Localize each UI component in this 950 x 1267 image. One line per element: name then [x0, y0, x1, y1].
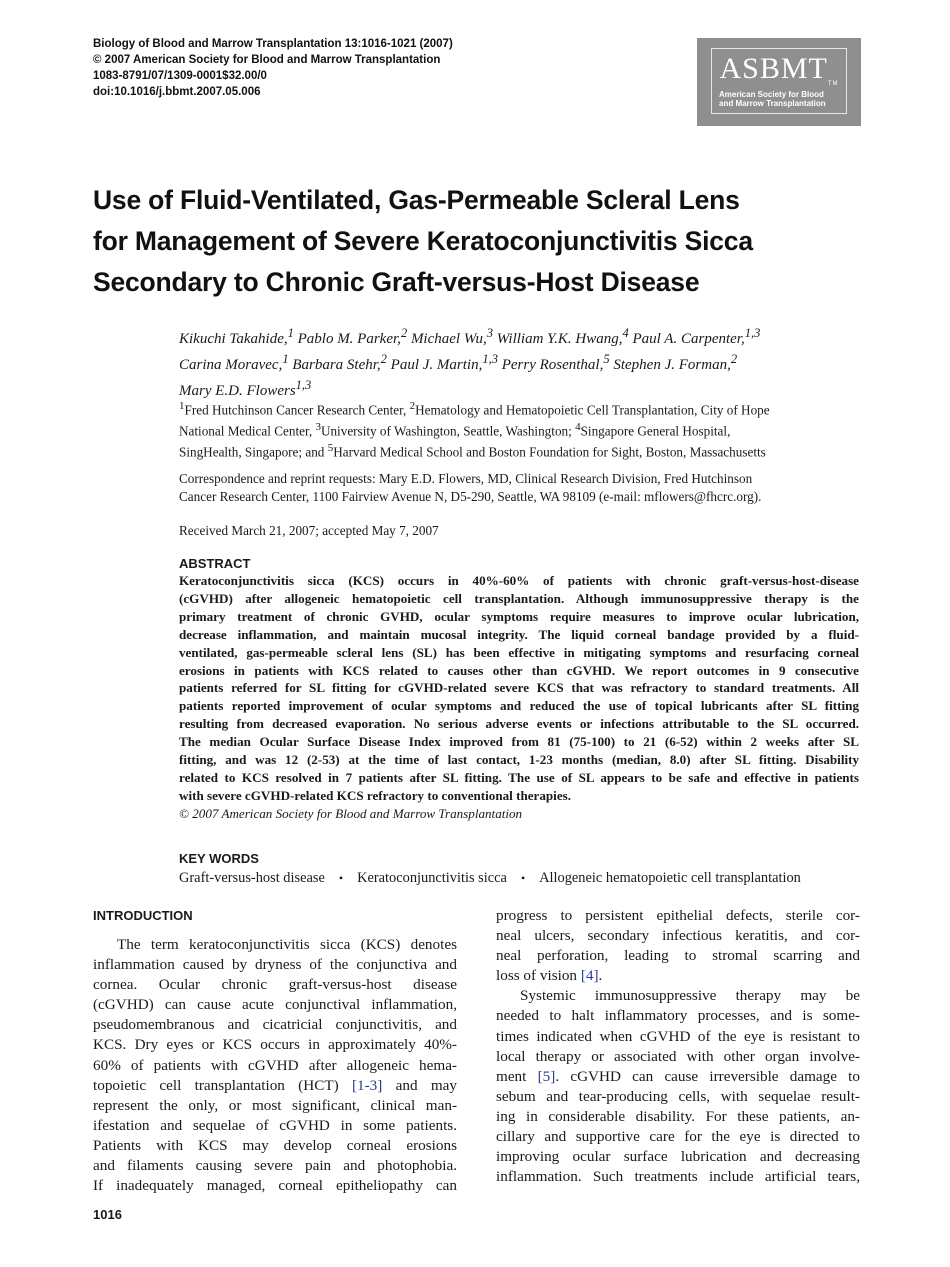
- introduction-left-column: [93, 935, 457, 1196]
- logo-frame: [711, 48, 847, 114]
- abstract-line: decrease inflammation, and maintain mucosal integrity. The liquid corneal bandage provided by a fluid-: [179, 626, 859, 642]
- author-list: [179, 323, 879, 401]
- logo-subtitle: [719, 90, 843, 108]
- introduction-right-column: [496, 906, 860, 1187]
- author-affil-sup: 1: [282, 352, 289, 366]
- keyword-item: Allogeneic hematopoietic cell transplantation: [539, 870, 801, 886]
- keyword-item: Keratoconjunctivitis sicca: [357, 870, 507, 886]
- body-line: If inadequately managed, corneal epitheliopathy can: [93, 1177, 457, 1195]
- author-name: Paul A. Carpenter,: [628, 331, 745, 347]
- author-affil-sup: 5: [603, 352, 610, 366]
- title-line-2: for Management of Severe Keratoconjunctivitis Sicca: [93, 226, 753, 256]
- title-line-1: Use of Fluid-Ventilated, Gas-Permeable Scleral Lens: [93, 185, 740, 215]
- journal-citation: Biology of Blood and Marrow Transplantation 13:1016-1021 (2007): [93, 38, 453, 50]
- correspondence-line-1: Correspondence and reprint requests: Mary E.D. Flowers, MD, Clinical Research Division, Fred Hutchinson: [179, 471, 753, 486]
- abstract-line: resulting from decreased evaporation. No serious adverse events or infections attributable to the SL occurred.: [179, 716, 859, 732]
- bullet-icon: •: [520, 871, 526, 885]
- abstract-line: patients referred for SL fitting for cGVHD-related severe KCS that was refractory to standard treatments. All: [179, 680, 859, 696]
- affiliation-line-2: [179, 419, 879, 440]
- correspondence-line-2: Cancer Research Center, 1100 Fairview Avenue N, D5-290, Seattle, WA 98109 (e-mail: mflowers@fhcrc.org).: [179, 488, 762, 504]
- body-line: progress to persistent epithelial defects, sterile cor-: [496, 907, 860, 924]
- author-name: Kikuchi Takahide,: [179, 331, 288, 347]
- affil-text: Singapore General Hospital,: [580, 423, 731, 439]
- abstract-line: with severe cGVHD-related KCS refractory to conventional therapies.: [179, 787, 572, 803]
- body-line: improving ocular surface lubrication and decreasing: [496, 1148, 860, 1166]
- author-name: Paul J. Martin,: [386, 357, 483, 373]
- body-line: times indicated when cGVHD of the eye is resistant to: [496, 1027, 860, 1045]
- affil-sup: 5: [327, 441, 334, 454]
- body-line: local therapy or associated with other organ involve-: [496, 1047, 860, 1065]
- asbmt-logo: [697, 38, 861, 126]
- body-line: inflammation caused by dryness of the conjunctiva and: [93, 956, 457, 974]
- title-line-3: Secondary to Chronic Graft-versus-Host Disease: [93, 267, 700, 297]
- body-line: represent the only, or most significant, clinical man-: [93, 1096, 457, 1114]
- author-affil-sup: 1,3: [482, 352, 498, 366]
- bullet-icon: •: [338, 871, 344, 885]
- body-line: loss of vision [4].: [496, 967, 603, 985]
- correspondence: [179, 470, 879, 505]
- body-line: KCS. Dry eyes or KCS occurs in approximately 40%-: [93, 1036, 457, 1054]
- body-line: ing in considerable disability. For these patients, an-: [496, 1107, 860, 1125]
- author-line-1: [179, 323, 879, 349]
- logo-acronym: $ASBMT_{TM}$: [719, 52, 839, 87]
- body-line: Patients with KCS may develop corneal erosions: [93, 1136, 457, 1154]
- abstract-line: (cGVHD) after allogeneic hematopoietic cell transplantation. Although immunosuppressive therapy is the: [179, 590, 859, 606]
- author-affil-sup: 2: [380, 352, 387, 366]
- abstract-line: related to KCS resolved in 7 patients after SL fitting. The use of SL appears to be safe and effective in patients: [179, 769, 859, 785]
- body-line: inflammation. Such treatments include artificial tears,: [496, 1168, 860, 1186]
- body-line: (cGVHD) can cause acute conjunctival inflammation,: [93, 996, 457, 1014]
- author-line-2: [179, 349, 879, 375]
- affil-sup: 1: [179, 400, 185, 412]
- logo-tm: TM: [827, 81, 839, 87]
- affil-sup: 2: [409, 400, 416, 412]
- author-affil-sup: 2: [400, 326, 408, 340]
- body-line: cillary and supportive care for the eye is directed to: [496, 1128, 860, 1146]
- keyword-item: Graft-versus-host disease: [179, 870, 325, 886]
- affiliations: [179, 398, 879, 461]
- body-line: ifestation and sequelae of cGVHD in some patients.: [93, 1116, 457, 1134]
- received-dates: Received March 21, 2007; accepted May 7, 2007: [179, 523, 439, 538]
- abstract-line: erosions in patients with KCS related to causes other than cGVHD. We report outcomes in 9 consecutive: [179, 662, 859, 678]
- page-number: 1016: [93, 1207, 122, 1222]
- author-name: Stephen J. Forman,: [609, 357, 731, 373]
- reference-link[interactable]: [5]: [537, 1067, 556, 1085]
- keywords-list: [179, 868, 801, 888]
- body-line: sebum and tear-producing cells, with sequelae result-: [496, 1087, 860, 1105]
- author-name: Perry Rosenthal,: [497, 357, 604, 373]
- body-line: neal perforation, leading to stromal scarring and: [496, 947, 860, 965]
- affil-text: Harvard Medical School and Boston Foundation for Sight, Boston, Massachusetts: [333, 444, 766, 460]
- logo-subtitle-line-2: and Marrow Transplantation: [719, 99, 826, 108]
- affil-text: Fred Hutchinson Cancer Research Center,: [184, 402, 410, 418]
- abstract-line: ventilated, gas-permeable scleral lens (SL) has been effective in mitigating symptoms and resurfacing corneal: [179, 644, 859, 660]
- affil-sup: 3: [315, 420, 321, 433]
- body-line: and filaments causing severe pain and photophobia.: [93, 1157, 457, 1175]
- abstract-line: Keratoconjunctivitis sicca (KCS) occurs in 40%-60% of patients with chronic graft-versus-host-disease: [179, 573, 859, 588]
- affiliation-line-1: [179, 398, 879, 419]
- abstract-line: primary treatment of chronic GVHD, ocular symptoms require measures to improve ocular lubrication,: [179, 608, 859, 624]
- abstract-copyright: © 2007 American Society for Blood and Marrow Transplantation: [179, 805, 523, 821]
- author-name: Pablo M. Parker,: [293, 331, 401, 347]
- body-line: The term keratoconjunctivitis sicca (KCS) denotes: [117, 936, 457, 953]
- author-name: Carina Moravec,: [179, 357, 283, 373]
- author-affil-sup: 1: [287, 326, 294, 340]
- reference-link[interactable]: [4]: [580, 967, 599, 985]
- introduction-heading: INTRODUCTION: [93, 908, 193, 923]
- abstract-line: fitting, and was 12 (2-53) at the time of last contact, 1-23 months (median, 8.0) after SL fitting. Disability: [179, 752, 859, 768]
- logo-subtitle-line-1: American Society for Blood: [719, 90, 824, 99]
- article-title: [93, 180, 883, 303]
- body-line: Systemic immunosuppressive therapy may be: [520, 987, 860, 1005]
- author-name: Barbara Stehr,: [288, 357, 381, 373]
- journal-issn: 1083-8791/07/1309-0001$32.00/0: [93, 70, 267, 82]
- body-line: 60% of patients with cGVHD after allogeneic hema-: [93, 1056, 457, 1074]
- affil-text: Hematology and Hematopoietic Cell Transplantation, City of Hope: [415, 402, 770, 418]
- body-line: neal ulcers, secondary infectious keratitis, and cor-: [496, 927, 860, 945]
- abstract-heading: ABSTRACT: [179, 556, 251, 571]
- body-line: needed to halt inflammatory processes, and is some-: [496, 1007, 860, 1025]
- reference-link[interactable]: [1-3]: [351, 1076, 383, 1094]
- journal-copyright: © 2007 American Society for Blood and Marrow Transplantation: [93, 54, 441, 66]
- author-affil-sup: 3: [486, 326, 494, 340]
- author-affil-sup: 1,3: [295, 378, 312, 392]
- abstract-line: The median Ocular Surface Disease Index improved from 81 (75-100) to 21 (6-52) within 2 weeks after SL: [179, 734, 859, 750]
- journal-doi: doi:10.1016/j.bbmt.2007.05.006: [93, 86, 261, 98]
- journal-header: [93, 36, 653, 100]
- body-line: cornea. Ocular chronic graft-versus-host disease: [93, 976, 457, 994]
- affil-sup: 4: [575, 420, 581, 433]
- author-name: Mary E.D. Flowers: [179, 383, 296, 399]
- affil-text: National Medical Center,: [179, 423, 316, 439]
- affiliation-line-3: [179, 440, 879, 461]
- author-affil-sup: 2: [730, 352, 738, 366]
- author-name: Michael Wu,: [407, 331, 487, 347]
- abstract-line: patients reported improvement of ocular symptoms and reduced the use of topical lubricants after SL fitting: [179, 698, 859, 714]
- author-affil-sup: 1,3: [744, 326, 761, 340]
- author-name: William Y.K. Hwang,: [493, 331, 623, 347]
- author-affil-sup: 4: [622, 326, 629, 340]
- body-line: topoietic cell transplantation (HCT) [1-3] and may: [93, 1076, 457, 1094]
- abstract-body: [179, 572, 859, 823]
- affil-text: SingHealth, Singapore; and: [179, 444, 328, 460]
- body-line: pseudomembranous and cicatricial conjunctivitis, and: [93, 1016, 457, 1034]
- body-line: ment [5]. cGVHD can cause irreversible damage to: [496, 1067, 860, 1085]
- keywords-heading: KEY WORDS: [179, 851, 259, 866]
- affil-text: University of Washington, Seattle, Washington;: [320, 423, 576, 439]
